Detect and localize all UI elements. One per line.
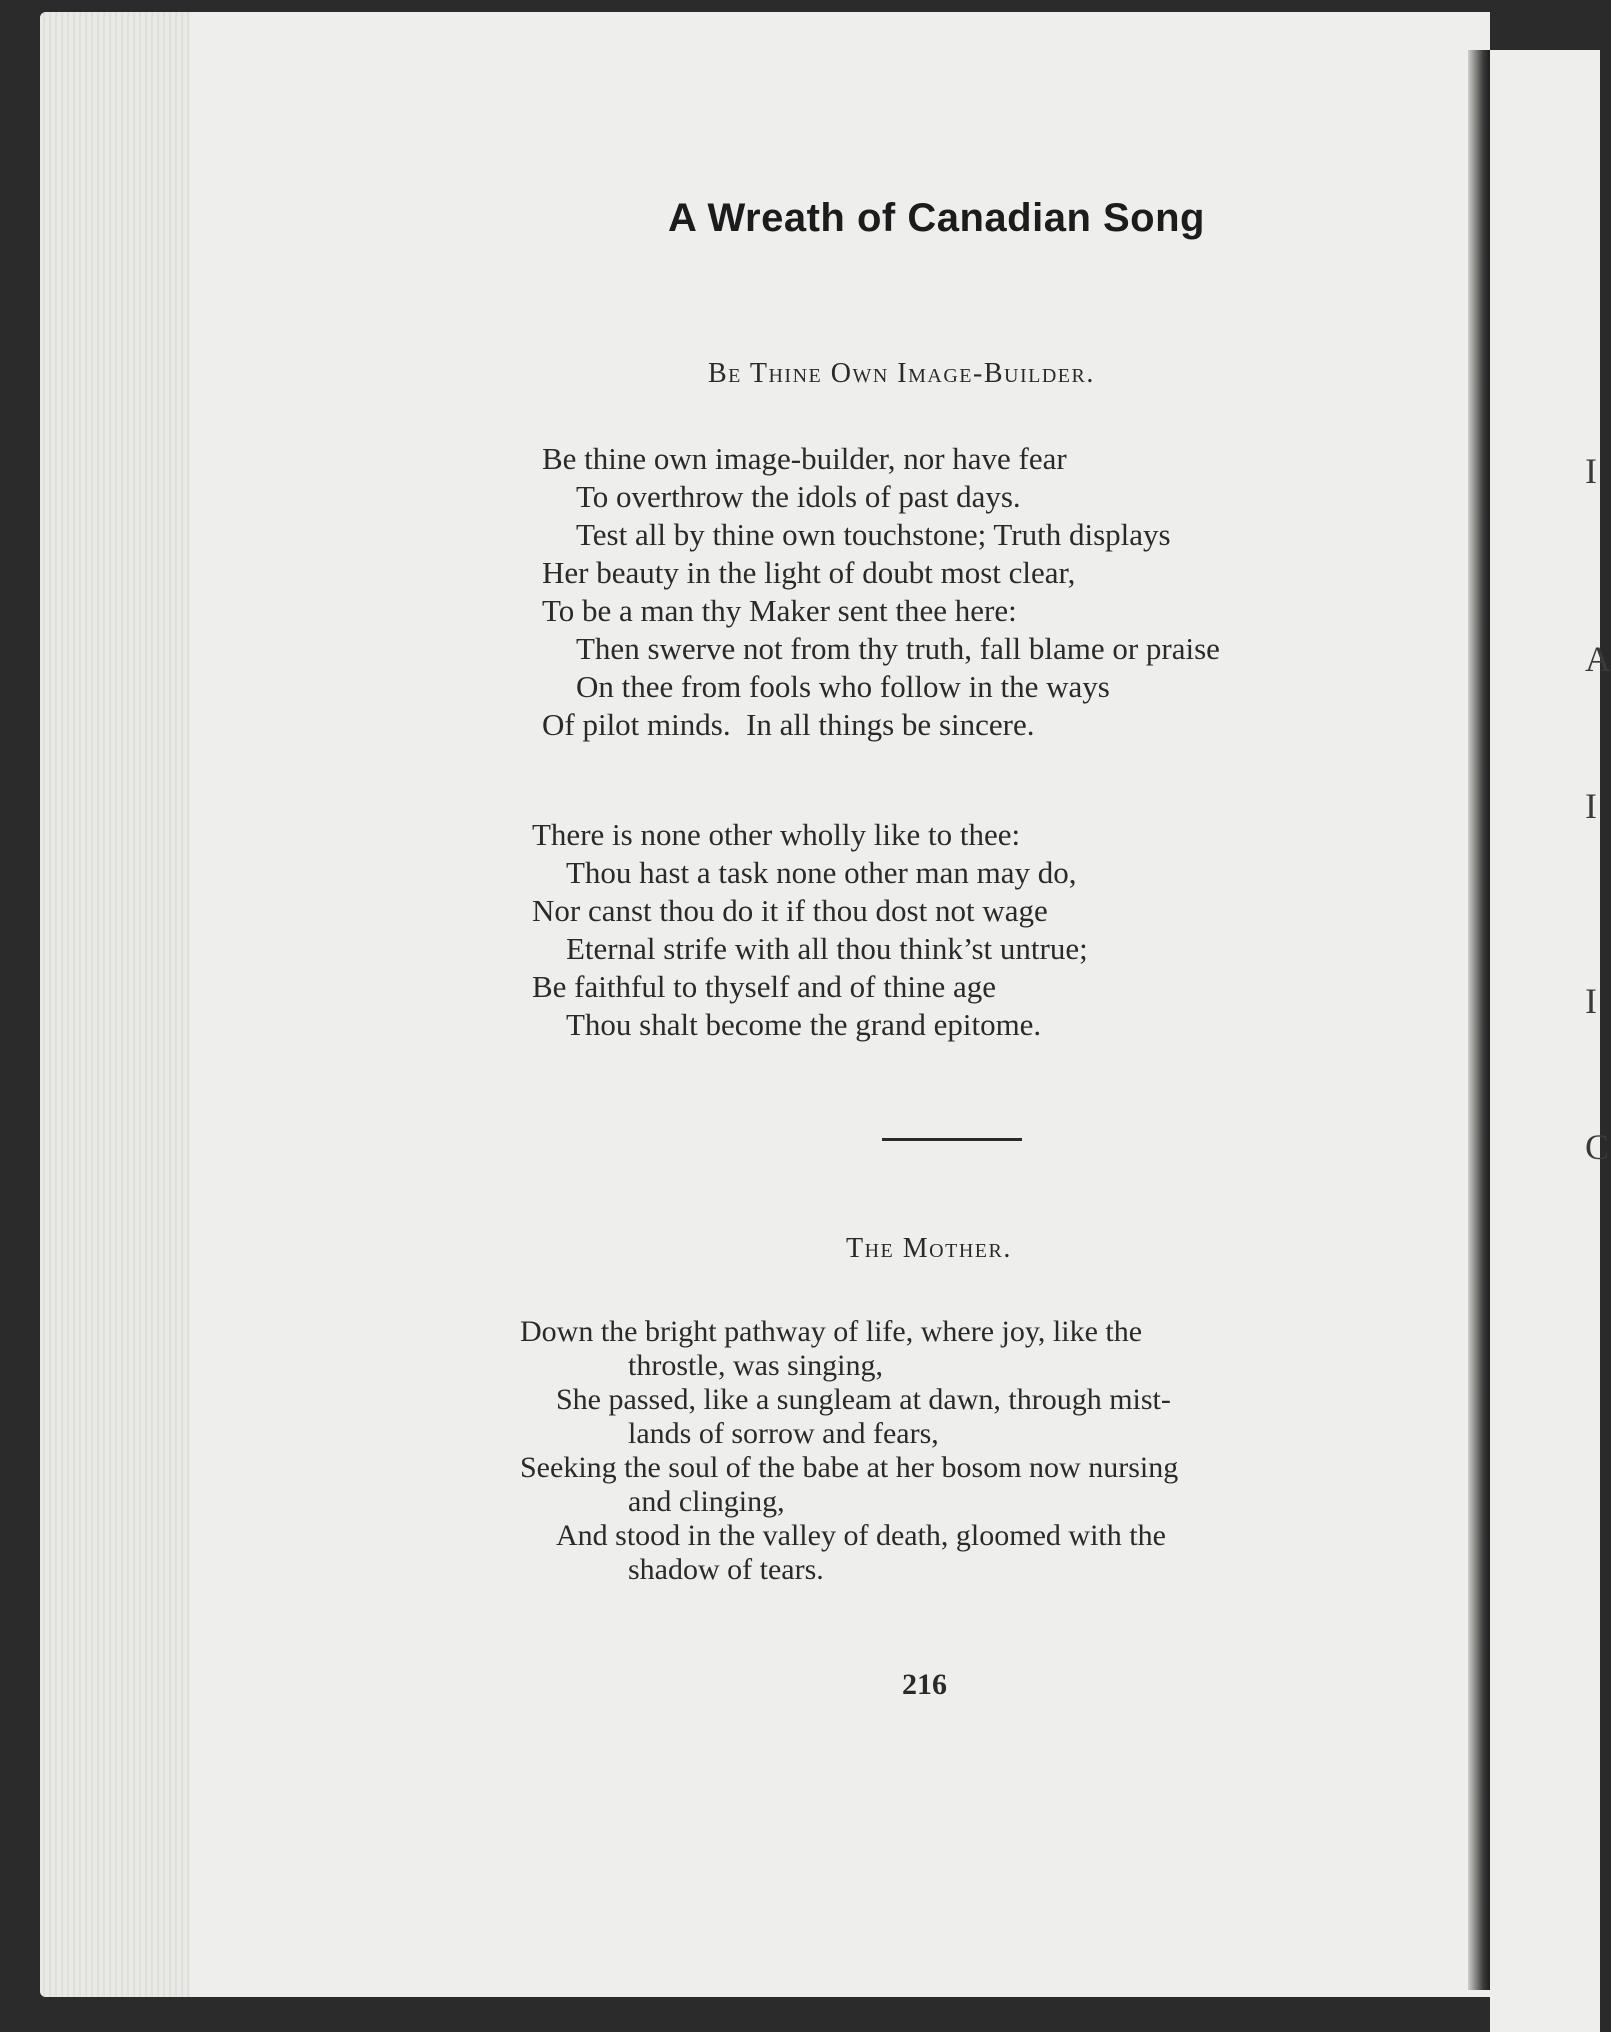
poem-line: On thee from fools who follow in the ways <box>576 669 1110 704</box>
stanza <box>520 1315 1178 1587</box>
facing-page-letter: I <box>1585 451 1597 491</box>
poem-line: Down the bright pathway of life, where joy, like the <box>520 1315 1143 1348</box>
page-number: 216 <box>902 1668 947 1701</box>
poem-line: and clinging, <box>628 1485 785 1518</box>
poem-line: To overthrow the idols of past days. <box>576 479 1021 514</box>
poem-line: Nor canst thou do it if thou dost not wage <box>532 893 1048 928</box>
poem-line: Eternal strife with all thou think’st untrue; <box>566 931 1088 966</box>
poem-line: And stood in the valley of death, gloomed with the <box>556 1519 1166 1552</box>
section-divider <box>882 1138 1022 1141</box>
poem-line: To be a man thy Maker sent thee here: <box>542 593 1017 628</box>
facing-page-letter: I <box>1585 981 1597 1021</box>
poem-title: Be Thine Own Image-Builder. <box>708 358 1095 389</box>
poem-line: Be thine own image-builder, nor have fear <box>542 441 1067 476</box>
poem-line: Be faithful to thyself and of thine age <box>532 969 997 1004</box>
stanza <box>542 440 1220 744</box>
poem-line: Of pilot minds. In all things be sincere. <box>542 707 1035 742</box>
stanza <box>532 816 1088 1044</box>
poem-line: There is none other wholly like to thee: <box>532 817 1021 852</box>
poem-line: shadow of tears. <box>628 1553 824 1586</box>
page-edges <box>40 12 190 1997</box>
poem-line: Seeking the soul of the babe at her bosom now nursing <box>520 1451 1179 1484</box>
poem-line: Then swerve not from thy truth, fall blame or praise <box>576 631 1220 666</box>
poem-line: Thou hast a task none other man may do, <box>566 855 1077 890</box>
facing-page-letter: A <box>1585 639 1611 679</box>
poem-line: throstle, was singing, <box>628 1349 883 1382</box>
running-head: A Wreath of Canadian Song <box>668 196 1205 240</box>
poem-line: Test all by thine own touchstone; Truth displays <box>576 517 1171 552</box>
poem-line: Thou shalt become the grand epitome. <box>566 1007 1042 1042</box>
facing-page-letter: I <box>1585 786 1597 826</box>
book-gutter <box>1468 50 1490 1990</box>
facing-page-edge <box>1490 50 1611 2032</box>
facing-page-letter: C <box>1585 1127 1610 1167</box>
poem-line: Her beauty in the light of doubt most clear, <box>542 555 1076 590</box>
poem-line: lands of sorrow and fears, <box>628 1417 939 1450</box>
poem-title: The Mother. <box>846 1233 1012 1264</box>
poem-line: She passed, like a sungleam at dawn, through mist- <box>556 1383 1171 1416</box>
